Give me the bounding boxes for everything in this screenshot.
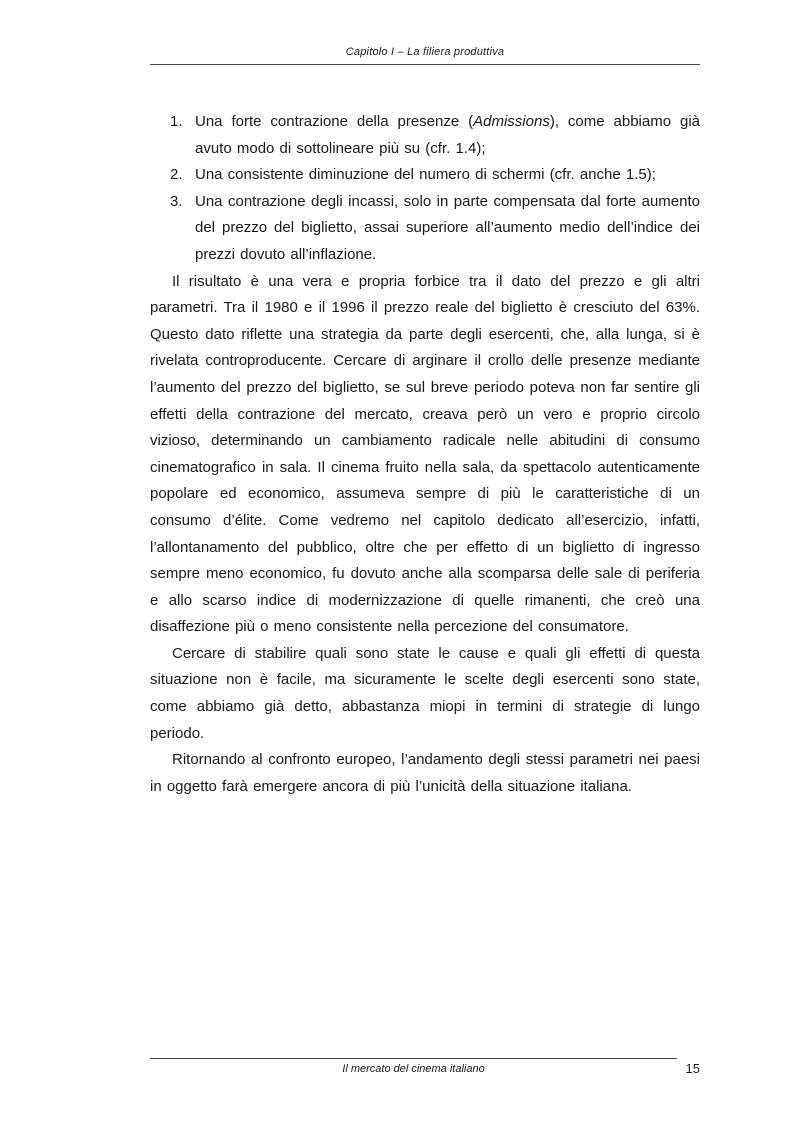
list-item-text: Una forte contrazione della presenze ( <box>195 113 474 130</box>
list-item-italic-term: Admissions <box>473 113 550 130</box>
list-item-number: 1. <box>170 113 183 130</box>
list-item-text-continued: ), come abbiamo già avuto modo di sottolineare più su (cfr. 1.4); <box>195 113 701 157</box>
numbered-list <box>150 109 700 269</box>
page-body <box>150 109 700 800</box>
paragraph: Il risultato è una vera e propria forbice tra il dato del prezzo e gli altri parametri. Tra il 1980 e il 1996 il prezzo reale del biglietto è cresciuto del 63%. Questo dato riflette una strategia da parte degli esercenti, che, alla lunga, si è rivelata controproducente. Cercare di arginare il crollo delle presenze mediante l’aumento del prezzo del biglietto, se sul breve periodo poteva non far sentire gli effetti della contrazione del mercato, creava però un vero e proprio circolo vizioso, determinando un cambiamento radicale nelle abitudini di consumo cinematografico in sala. Il cinema fruito nella sala, da spettacolo autenticamente popolare ed economico, assumeva sempre di più le caratteristiche di un consumo d’élite. Come vedremo nel capitolo dedicato all’esercizio, infatti, l’allontanamento del pubblico, oltre che per effetto di un biglietto di ingresso sempre meno economico, fu dovuto anche alla scomparsa delle sale di periferia e allo scarso indice di modernizzazione di quelle rimanenti, che creò una disaffezione più o meno consistente nella percezione del consumatore. <box>150 272 700 636</box>
paragraph: Cercare di stabilire quali sono state le cause e quali gli effetti di questa situazione non è facile, ma sicuramente le scelte degli esercenti sono state, come abbiamo già detto, abbastanza miopi in termini di strategie di lungo periodo. <box>150 644 700 742</box>
page-number: 15 <box>685 1061 700 1076</box>
running-footer: Il mercato del cinema italiano <box>342 1063 485 1075</box>
running-header: Capitolo I – La filiera produttiva <box>345 46 505 58</box>
list-item-number: 3. <box>170 192 183 210</box>
header-divider <box>150 64 700 65</box>
paragraph: Ritornando al confronto europeo, l’andamento degli stessi parametri nei paesi in oggetto farà emergere ancora di più l’unicità della situazione italiana. <box>150 751 700 795</box>
list-item-text: Una contrazione degli incassi, solo in parte compensata dal forte aumento del prezzo del biglietto, assai superiore all’aumento medio dell’indice dei prezzi dovuto all’inflazione. <box>195 192 700 263</box>
list-item-text: Una consistente diminuzione del numero di schermi (cfr. anche 1.5); <box>195 166 656 184</box>
list-item <box>150 109 700 162</box>
list-item <box>150 162 700 189</box>
footer-divider <box>150 1058 677 1059</box>
list-item <box>150 189 700 269</box>
list-item-number: 2. <box>170 166 183 184</box>
